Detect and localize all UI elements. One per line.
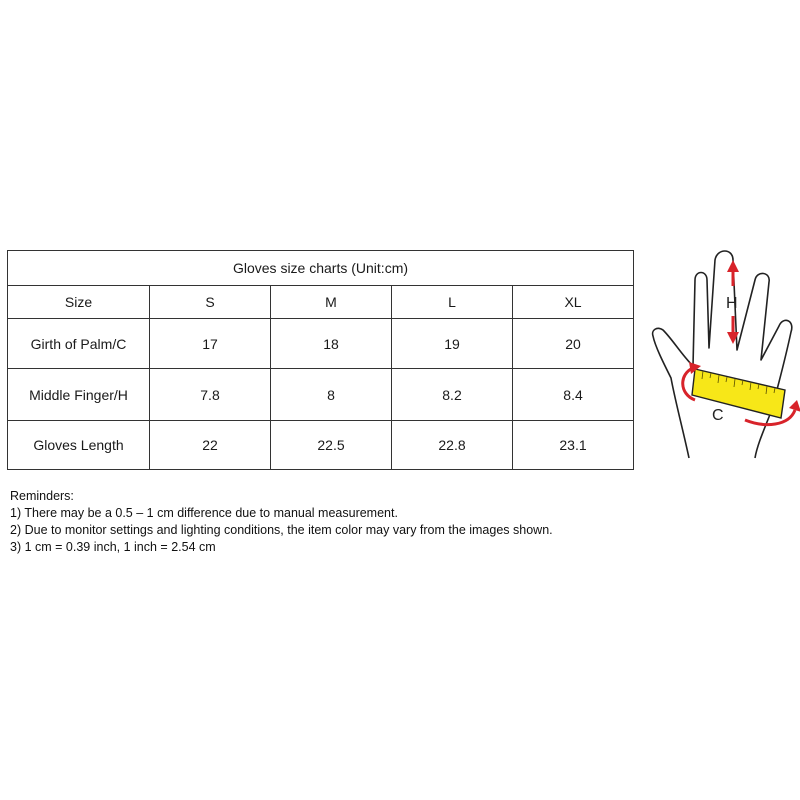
table-cell: 8 bbox=[271, 369, 392, 421]
table-cell: 22.5 bbox=[271, 421, 392, 470]
height-label: H bbox=[726, 295, 738, 312]
table-row bbox=[8, 369, 634, 421]
hand-measurement-diagram bbox=[645, 250, 800, 465]
header-size-m: M bbox=[271, 286, 392, 319]
table-cell: 7.8 bbox=[150, 369, 271, 421]
table-cell: 22 bbox=[150, 421, 271, 470]
table-cell: 18 bbox=[271, 319, 392, 369]
table-header-row bbox=[8, 286, 634, 319]
gloves-size-table bbox=[7, 250, 634, 470]
row-label-middle-finger: Middle Finger/H bbox=[8, 369, 150, 421]
table-cell: 19 bbox=[392, 319, 513, 369]
table-title: Gloves size charts (Unit:cm) bbox=[8, 251, 634, 286]
hand-outline-icon bbox=[653, 251, 792, 458]
reminder-item: 1) There may be a 0.5 – 1 cm difference due to manual measurement. bbox=[10, 506, 398, 520]
table-cell: 22.8 bbox=[392, 421, 513, 470]
table-cell: 20 bbox=[513, 319, 634, 369]
reminder-item: 2) Due to monitor settings and lighting conditions, the item color may vary from the images shown. bbox=[10, 523, 553, 537]
table-cell: 8.4 bbox=[513, 369, 634, 421]
table-cell: 23.1 bbox=[513, 421, 634, 470]
row-label-gloves-length: Gloves Length bbox=[8, 421, 150, 470]
header-size-xl: XL bbox=[513, 286, 634, 319]
header-size-label: Size bbox=[8, 286, 150, 319]
reminder-item: 3) 1 cm = 0.39 inch, 1 inch = 2.54 cm bbox=[10, 540, 216, 554]
row-label-girth: Girth of Palm/C bbox=[8, 319, 150, 369]
header-size-l: L bbox=[392, 286, 513, 319]
table-row bbox=[8, 319, 634, 369]
table-row bbox=[8, 421, 634, 470]
measuring-tape-icon bbox=[692, 369, 785, 418]
girth-label: C bbox=[712, 407, 724, 424]
table-cell: 8.2 bbox=[392, 369, 513, 421]
header-size-s: S bbox=[150, 286, 271, 319]
reminders-heading: Reminders: bbox=[10, 489, 74, 503]
reminders-block bbox=[10, 488, 650, 556]
table-cell: 17 bbox=[150, 319, 271, 369]
